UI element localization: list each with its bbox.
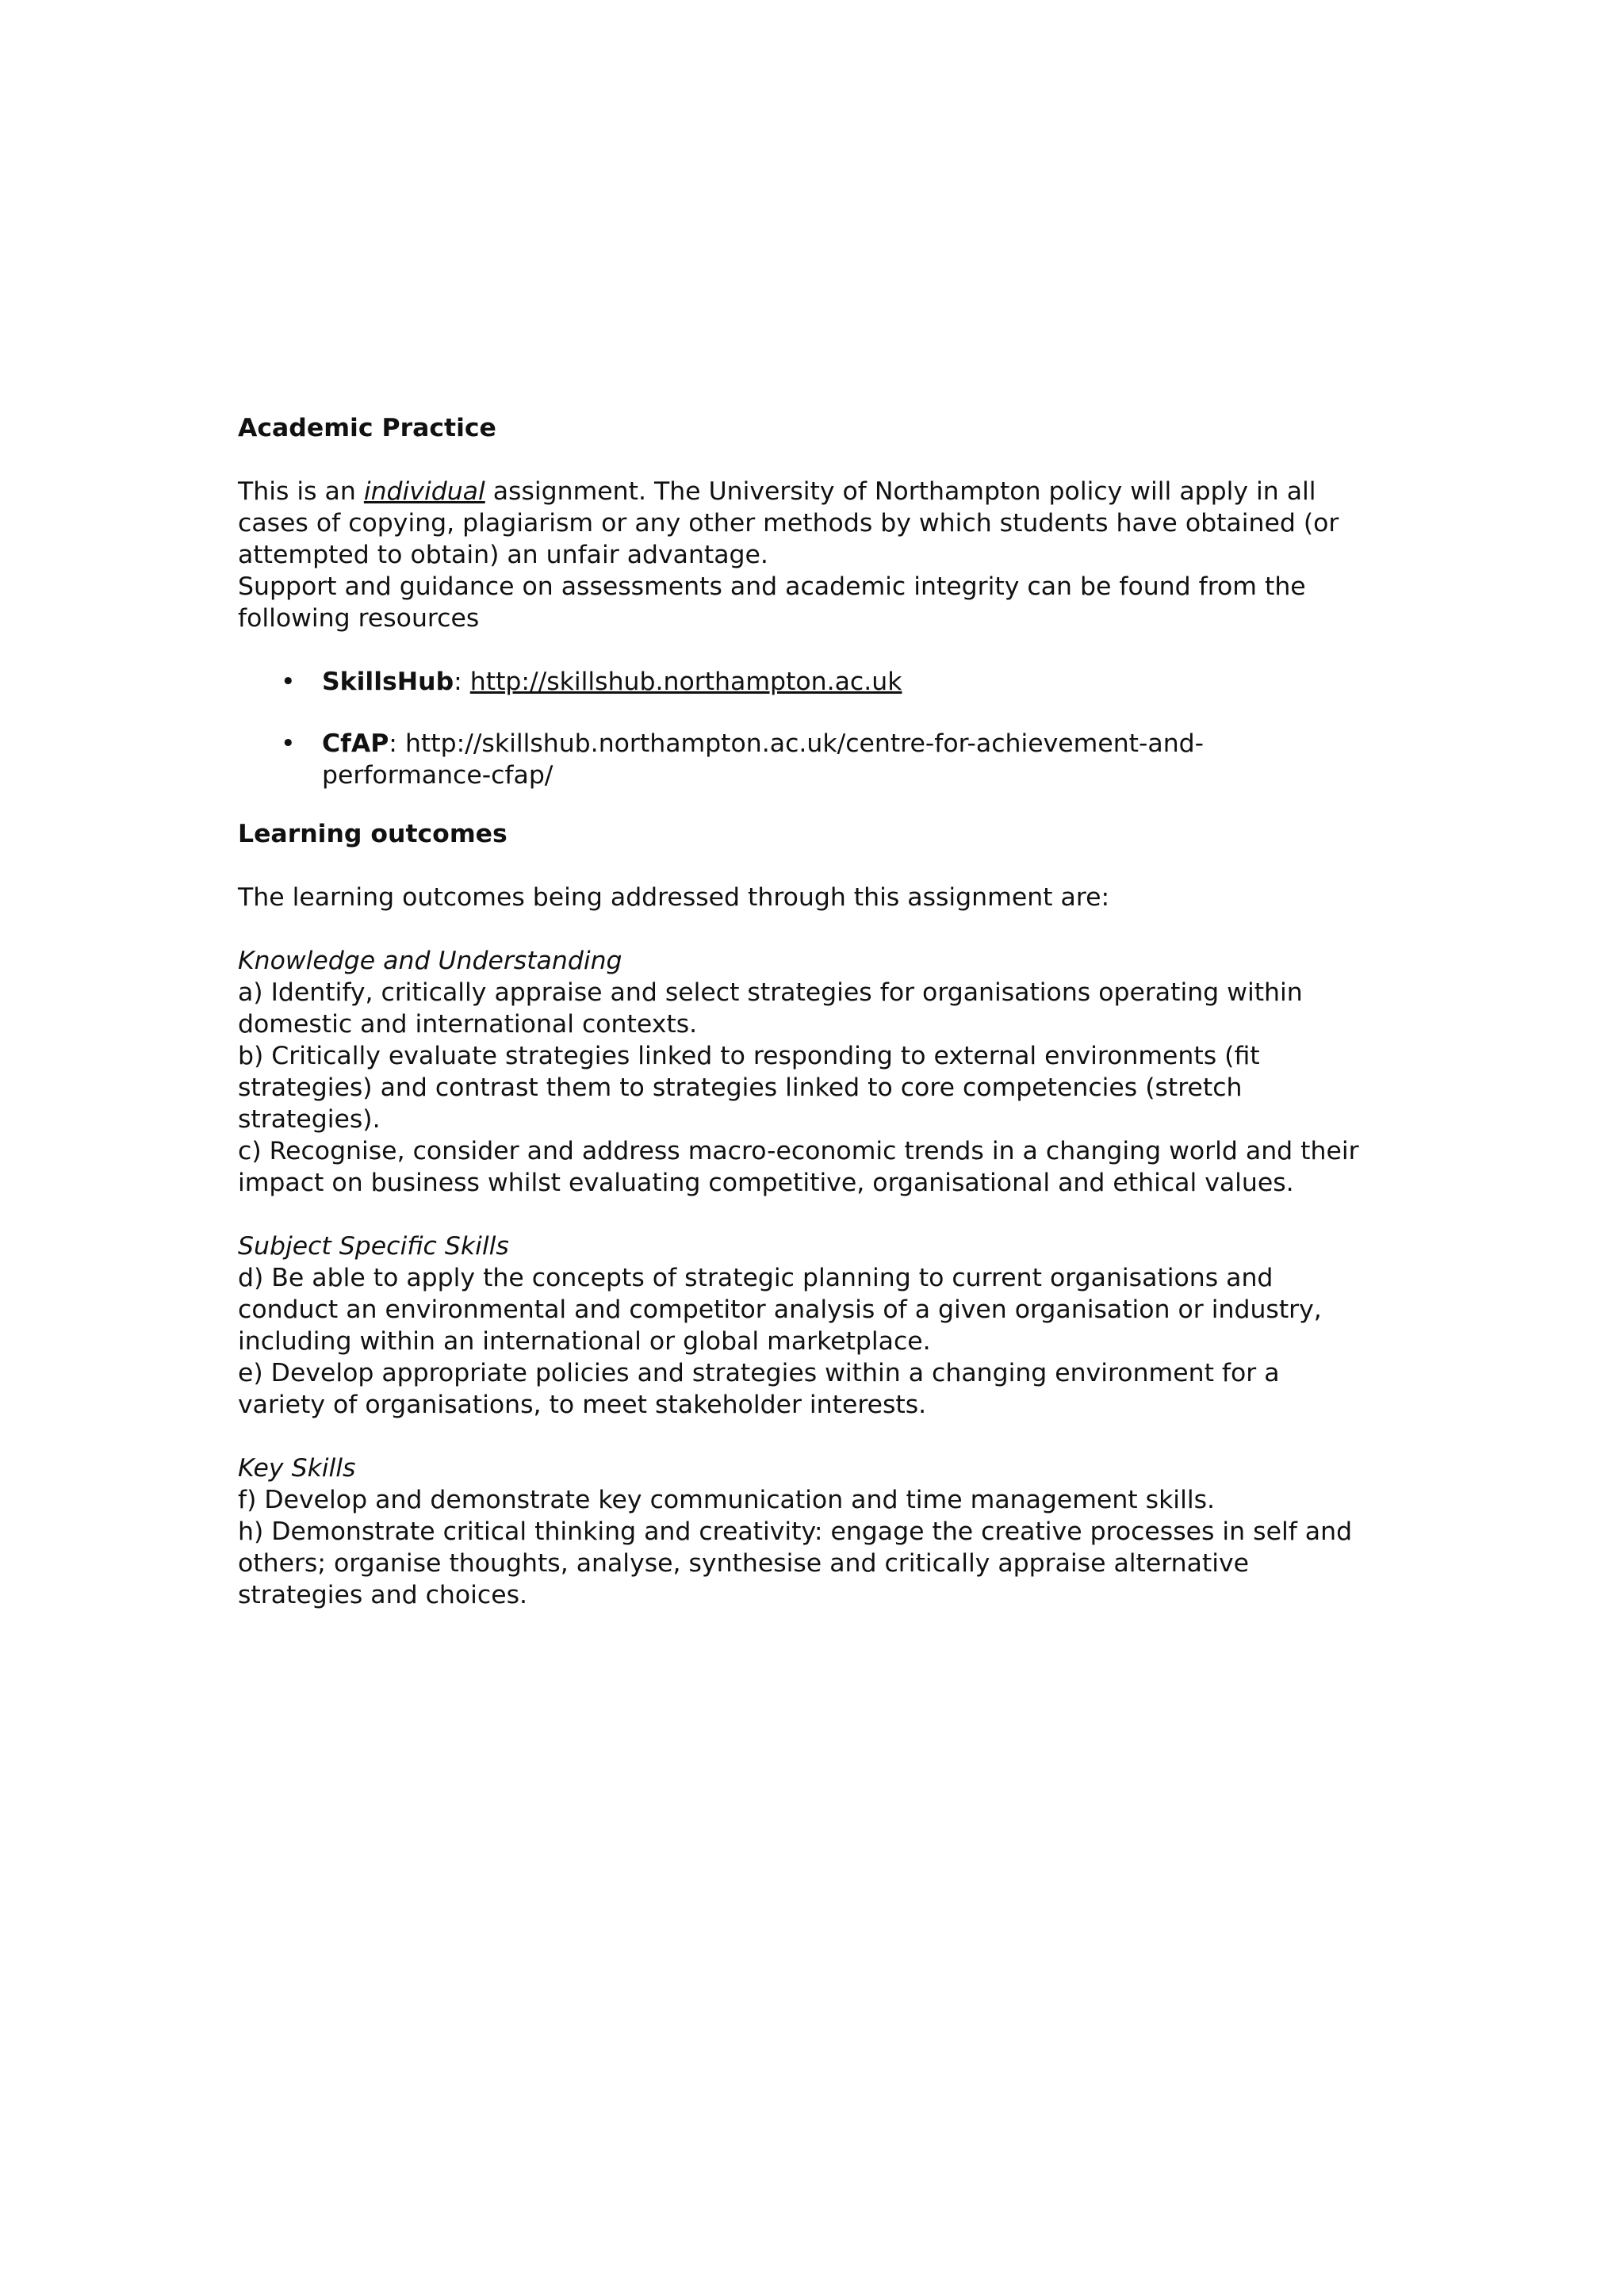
intro-suffix: assignment. The University of Northampton policy will apply in all cases of copying, plagiarism or any other methods by which students have obtained (or attempted to obtain) an unfair advantage. [238, 477, 1339, 569]
learning-outcomes-heading: Learning outcomes [238, 820, 508, 848]
learning-outcomes-intro: The learning outcomes being addressed through this assignment are: [238, 883, 1110, 912]
resource-separator: : [389, 729, 405, 758]
outcome-item-e: e) Develop appropriate policies and strategies within a changing environment for a variety of organisations, to meet stakeholder interests. [238, 1359, 1280, 1419]
academic-practice-heading: Academic Practice [238, 414, 496, 442]
bullet-icon: • [281, 729, 296, 758]
intro-prefix: This is an [238, 477, 364, 506]
outcome-item-h: h) Demonstrate critical thinking and creativity: engage the creative processes in self and others; organise thoughts, analyse, synthesise and critically appraise alternative strategies and choices. [238, 1517, 1353, 1609]
resources-list [238, 666, 1372, 791]
document-content [238, 412, 1372, 1611]
outcome-item-d: d) Be able to apply the concepts of strategic planning to current organisations and conduct an environmental and competitor analysis of a given organisation or industry, including within an international or global marketplace. [238, 1264, 1322, 1356]
list-item-skillshub [238, 666, 1372, 698]
intro-emphasis: individual [363, 477, 485, 506]
resource-name: SkillsHub [322, 668, 454, 696]
group-title-subject-skills: Subject Specific Skills [238, 1232, 509, 1261]
resource-separator: : [454, 668, 470, 696]
list-item-cfap [238, 728, 1372, 791]
outcome-item-c: c) Recognise, consider and address macro-economic trends in a changing world and their impact on business whilst evaluating competitive, organisational and ethical values. [238, 1137, 1359, 1197]
group-title-knowledge: Knowledge and Understanding [238, 947, 622, 975]
skillshub-link[interactable]: http://skillshub.northampton.ac.uk [469, 668, 902, 696]
support-text: Support and guidance on assessments and academic integrity can be found from the following resources [238, 572, 1306, 633]
resource-name: CfAP [322, 729, 389, 758]
outcome-item-a: a) Identify, critically appraise and select strategies for organisations operating within domestic and international contexts. [238, 978, 1303, 1039]
academic-practice-intro [238, 476, 1372, 571]
group-title-key-skills: Key Skills [238, 1454, 356, 1483]
cfap-url[interactable]: http://skillshub.northampton.ac.uk/centre-for-achievement-and-performance-cfap/ [322, 729, 1205, 790]
bullet-icon: • [281, 668, 296, 696]
outcome-item-b: b) Critically evaluate strategies linked to responding to external environments (fit strategies) and contrast them to strategies linked to core competencies (stretch strategies). [238, 1042, 1260, 1134]
outcome-item-f: f) Develop and demonstrate key communication and time management skills. [238, 1486, 1215, 1514]
